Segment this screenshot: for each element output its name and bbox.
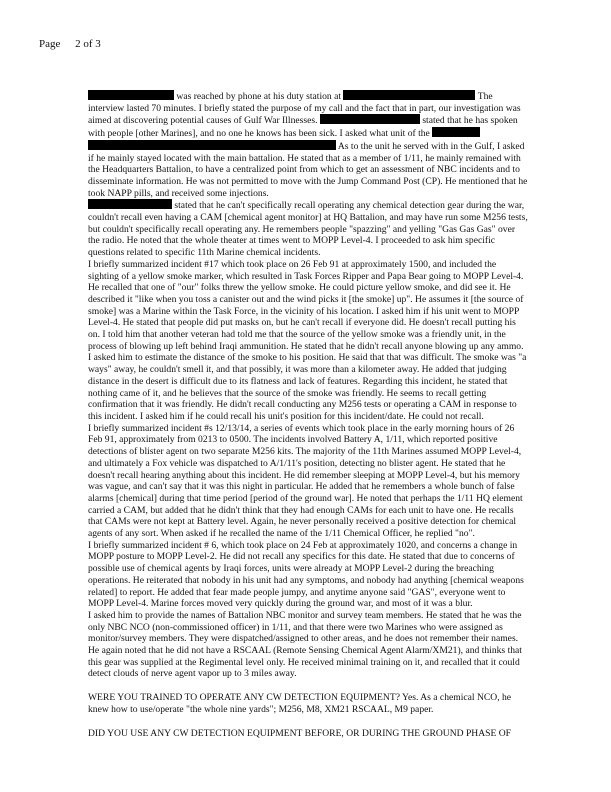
page-header (39, 38, 113, 50)
paragraph-incident-6: I briefly summarized incident # 6, which took place on 24 Feb at approximately 1020, and concerns a change in MOPP posture to MOPP Level-2. He did not recall any specifics for this date. He stated that due to concerns of possible use of chemical agents by Iraqi forces, units were already at MOPP Level-2 during the breaching operations. He reiterated that nobody in his unit had any symptoms, and nobody had anything [chemical weapons related] to report. He added that fear made people jumpy, and anytime anyone said "GAS", everyone went to MOPP Level-4. Marine forces moved very quickly during the ground war, and most of it was a blur. (88, 539, 524, 610)
paragraph-incident-12-13-14: I briefly summarized incident #s 12/13/14, a series of events which took place in the early morning hours of 26 Feb 91, approximately from 0213 to 0500. The incidents involved Battery A, 1/11, which reported positive detections of blister agent on two separate M256 kits. The majority of the 11th Marines assumed MOPP Level-4, and ultimately a Fox vehicle was dispatched to A/1/11's position, detecting no blister agent. He stated that he doesn't recall hearing anything about this incident. He did remember sleeping at MOPP Level-4, but his memory was vague, and can't say that it was this night in particular. He added that he remembers a whole bunch of false alarms [chemical] during that time period [period of the ground war]. He noted that perhaps the 1/11 HQ element carried a CAM, but added that he didn't think that they had enough CAMs for each unit to have one. He recalls that CAMs were not kept at Battery level. Again, he never personally received a positive detection for chemical agents of any sort. When asked if he recalled the name of the 1/11 Chemical Officer, he replied "no". (88, 422, 523, 540)
page-number: 2 of 3 (75, 38, 101, 50)
paragraph-nbc-team: I asked him to provide the names of Battalion NBC monitor and survey team members. He stated that he was the only NBC NCO (non-commissioned officer) in 1/11, and that there were two Marines who were assigned as monitor/survey members. They were dispatched/assigned to other areas, and he does not remember their names. He again noted that he did not have a RSCAAL (Remote Sensing Chemical Agent Alarm/XM21), and thinks that this gear was supplied at the Regimental level only. He received minimal training on it, and recalled that it could detect clouds of nerve agent vapor up to 3 miles away. (88, 609, 522, 680)
page-label: Page (39, 38, 61, 50)
question-training: WERE YOU TRAINED TO OPERATE ANY CW DETECTION EQUIPMENT? Yes. As a chemical NCO, he knew how to use/operate "the whole nine yards"; M256, M8, XM21 RSCAAL, M9 paper. (88, 692, 512, 715)
paragraph-detection-gear (88, 199, 528, 259)
redaction-bar (432, 127, 480, 137)
paragraph-text: stated that he can't specifically recall operating any chemical detection gear during the war, couldn't recall even having a CAM [chemical agent monitor] at HQ Battalion, and may have run some M256 tests, but couldn't specifically recall operating any. He remembers people "spazzing" and yelling "Gas Gas Gas" over the radio. He noted that the whole theater at times went to MOPP Level-4. I proceeded to ask him specific questions related to specific 11th Marine chemical incidents. (88, 200, 528, 259)
paragraph-text: As to the unit he served with in the Gulf, I asked if he mainly stayed located with the main battalion. He stated that as a member of 1/11, he mainly remained with the Headquarters Battalion, to have a centralized point from which to get an assessment of NBC incidents and to disseminate information. He was not permitted to move with the Jump Command Post (CP). He mentioned that he took NAPP pills, and received some injections. (88, 140, 528, 199)
paragraph-incident-17: I briefly summarized incident #17 which took place on 26 Feb 91 at approximately 1500, and included the sighting of a yellow smoke marker, which resulted in Task Forces Ripper and Papa Bear going to MOPP Level-4. He recalled that one of "our" folks threw the yellow smoke. He could picture yellow smoke, and did see it. He described it "like when you toss a canister out and the wind picks it [the smoke] up". He assumes it [the source of smoke] was a Marine within the Task Force, in the vicinity of his location. I asked him if his unit went to MOPP Level-4. He stated that people did put masks on, but he can't recall if everyone did. He doesn't recall putting his on. I told him that another veteran had told me that the source of the yellow smoke was a friendly unit, in the process of blowing up left behind Iraqi ammunition. He stated that he didn't recall anyone blowing up any ammo. I asked him to estimate the distance of the smoke to his position. He said that that was difficult. The smoke was "a ways" away, he couldn't smell it, and that possibly, it was more than a kilometer away. He added that judging distance in the desert is difficult due to its flatness and lack of features. Regarding this incident, he stated that nothing came of it, and he believes that the source of the smoke was friendly. He seems to recall getting confirmation that it was friendly. He didn't recall conducting any M256 tests or operating a CAM in response to this incident. I asked him if he could recall his unit's position for this incident/date. He could not recall. (88, 258, 527, 422)
redaction-bar (88, 199, 172, 209)
redaction-bar (88, 140, 336, 150)
redaction-bar (320, 114, 420, 124)
paragraph-text: The interview lasted 70 minutes. I briefly stated the purpose of my call and the fact that in part, our investigation was aimed at discovering potential causes of Gulf War Illnesses. (88, 91, 521, 127)
paragraph-intro (88, 90, 528, 199)
redaction-bar (88, 90, 174, 100)
redaction-bar (343, 90, 475, 100)
paragraph-text: was reached by phone at his duty station at (176, 91, 342, 102)
paragraph-text: stated that he has spoken with people [other Marines], and no one he knows has been sick. I asked what unit of the (88, 115, 518, 140)
document-body (88, 90, 528, 739)
question-equipment-use: DID YOU USE ANY CW DETECTION EQUIPMENT BEFORE, OR DURING THE GROUND PHASE OF (88, 727, 512, 739)
